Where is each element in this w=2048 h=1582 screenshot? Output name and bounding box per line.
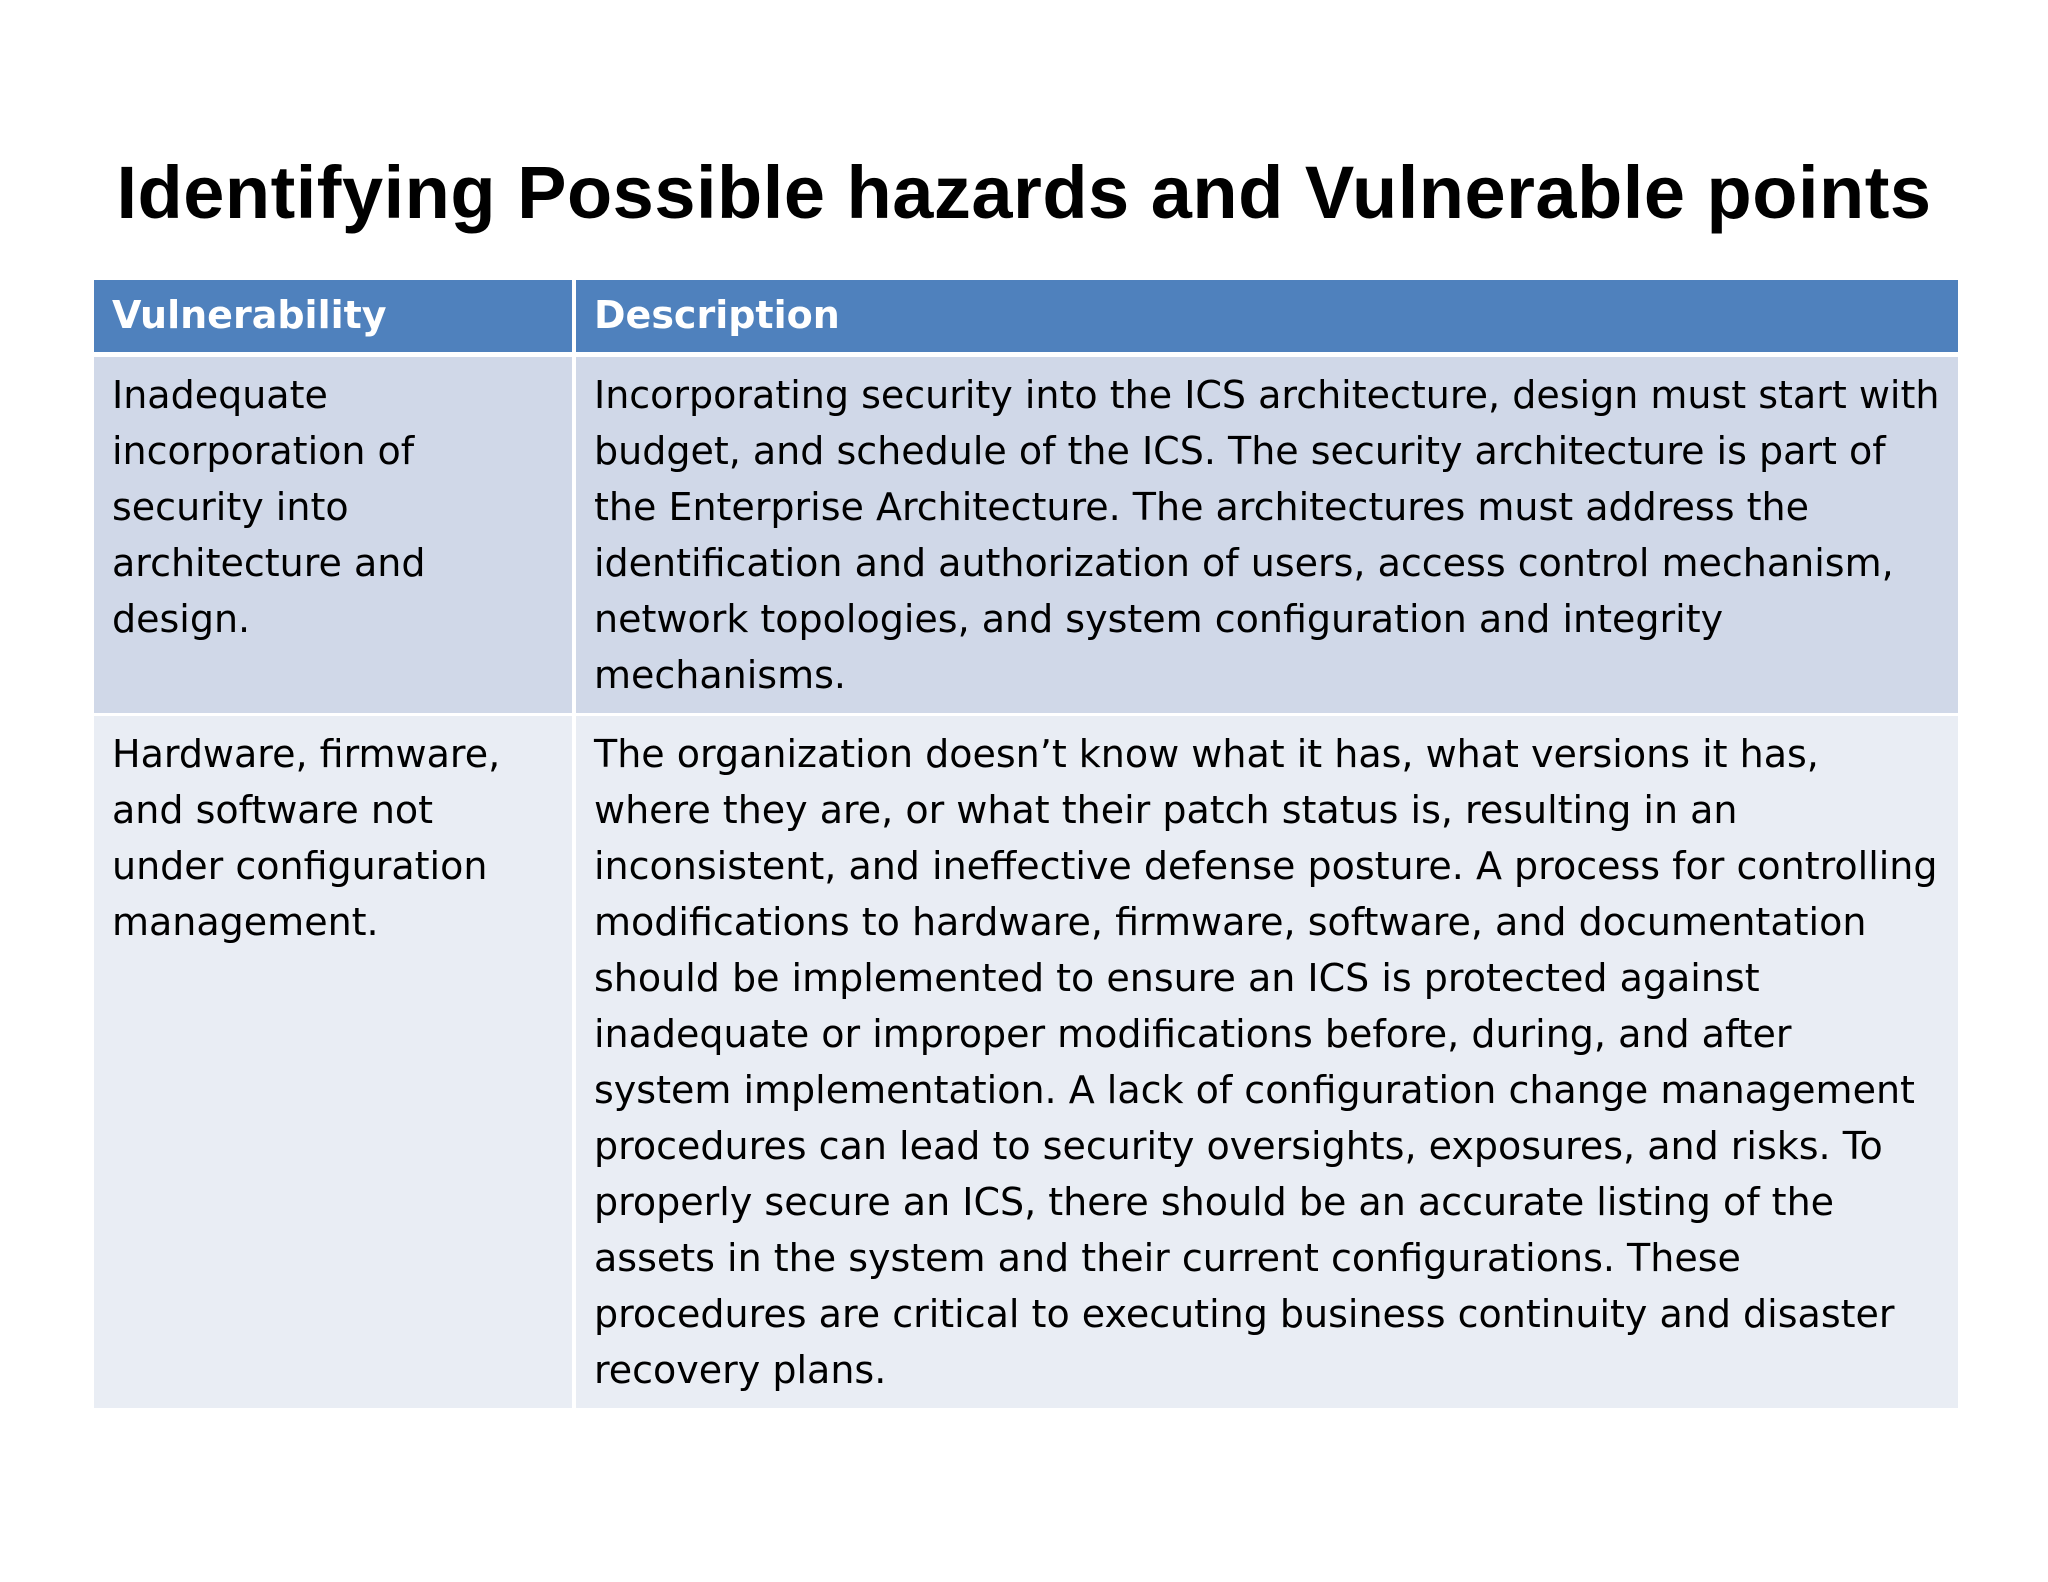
- header-vulnerability: Vulnerability: [94, 280, 574, 354]
- table-row: [94, 714, 1958, 1408]
- slide-title: Identifying Possible hazards and Vulnerable points: [116, 151, 1932, 234]
- table-header-row: [94, 280, 1958, 354]
- vulnerability-cell: Inadequate incorporation of security into architecture and design.: [94, 354, 574, 714]
- table-row: [94, 354, 1958, 714]
- vulnerability-table: [94, 280, 1958, 1408]
- header-description: Description: [574, 280, 1958, 354]
- vulnerability-cell: Hardware, firmware, and software not under configuration management.: [94, 714, 574, 1408]
- description-cell: The organization doesn’t know what it has, what versions it has, where they are, or what their patch status is, resulting in an inconsistent, and ineffective defense posture. A process for controlling modifications to hardware, firmware, software, and documentation should be implemented to ensure an ICS is protected against inadequate or improper modifications before, during, and after system implementation. A lack of configuration change management procedures can lead to security oversights, exposures, and risks. To properly secure an ICS, there should be an accurate listing of the assets in the system and their current configurations. These procedures are critical to executing business continuity and disaster recovery plans.: [574, 714, 1958, 1408]
- description-cell: Incorporating security into the ICS architecture, design must start with budget, and schedule of the ICS. The security architecture is part of the Enterprise Architecture. The architectures must address the identification and authorization of users, access control mechanism, network topologies, and system configuration and integrity mechanisms.: [574, 354, 1958, 714]
